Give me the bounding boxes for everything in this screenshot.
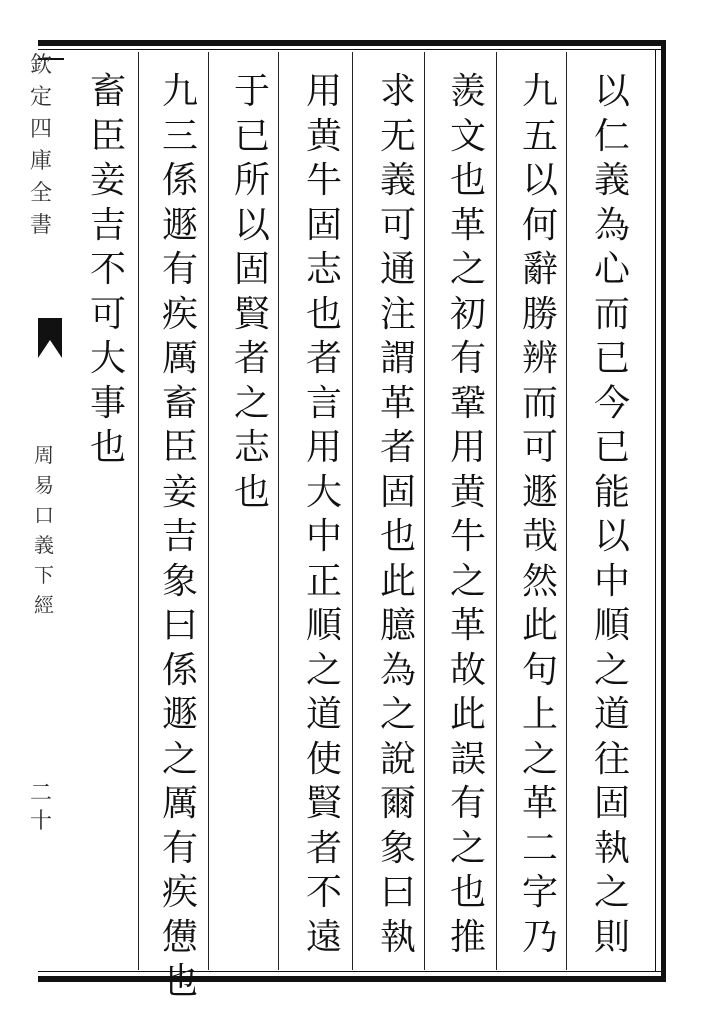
character: 憊 — [161, 916, 198, 958]
character: 經 — [34, 593, 54, 617]
character: 也 — [449, 872, 486, 913]
character: 此 — [379, 560, 416, 602]
character: 而 — [593, 293, 630, 335]
character: 大 — [89, 338, 126, 379]
character: 志 — [305, 249, 342, 290]
character: 黄 — [449, 471, 486, 513]
character: 也 — [233, 471, 270, 513]
character: 而 — [521, 382, 558, 424]
character: 可 — [521, 427, 558, 468]
character: 厲 — [161, 338, 198, 379]
character: 十 — [30, 809, 53, 834]
text-column-6 — [224, 70, 280, 515]
character: 賢 — [305, 783, 342, 824]
character: 執 — [379, 916, 416, 958]
character: 固 — [305, 204, 342, 246]
character: 易 — [34, 473, 54, 497]
column-rule — [496, 52, 497, 970]
character: 革 — [379, 382, 416, 424]
character: 為 — [379, 649, 416, 691]
character: 也 — [379, 516, 416, 557]
character: 何 — [521, 204, 558, 246]
character: 之 — [593, 872, 630, 913]
character: 之 — [449, 827, 486, 869]
character: 辨 — [521, 338, 558, 379]
character: 遯 — [161, 204, 198, 246]
character: 以 — [521, 160, 558, 201]
character: 哉 — [521, 516, 558, 557]
character: 疾 — [161, 872, 198, 913]
character: 謂 — [379, 338, 416, 379]
text-column-4 — [370, 70, 426, 960]
frame-rule-right — [655, 49, 656, 971]
character: 用 — [305, 427, 342, 468]
character: 遠 — [305, 916, 342, 958]
character: 已 — [233, 115, 270, 157]
character: 吉 — [161, 516, 198, 557]
character: 今 — [593, 382, 630, 424]
character: 之 — [593, 649, 630, 691]
character: 可 — [89, 293, 126, 335]
frame-rule-top — [38, 49, 664, 50]
character: 也 — [305, 293, 342, 335]
text-column-5 — [296, 70, 352, 960]
character: 上 — [521, 694, 558, 735]
character: 初 — [449, 293, 486, 335]
character: 順 — [593, 605, 630, 646]
character: 爾 — [379, 783, 416, 824]
character: 固 — [379, 471, 416, 513]
character: 可 — [379, 204, 416, 246]
character: 有 — [161, 827, 198, 869]
character: 正 — [305, 560, 342, 602]
character: 黄 — [305, 115, 342, 157]
character: 志 — [233, 427, 270, 468]
character: 疾 — [161, 293, 198, 335]
character: 大 — [305, 471, 342, 513]
text-column-8 — [80, 70, 136, 471]
character: 臣 — [161, 427, 198, 468]
character: 勝 — [521, 293, 558, 335]
character: 也 — [161, 961, 198, 1002]
text-column-7 — [152, 70, 208, 1005]
column-rule — [352, 52, 353, 970]
character: 乃 — [521, 916, 558, 958]
character: 象 — [379, 827, 416, 869]
character: 固 — [593, 783, 630, 824]
character: 之 — [233, 382, 270, 424]
character: 之 — [521, 738, 558, 780]
character: 牛 — [449, 516, 486, 557]
character: 道 — [593, 694, 630, 735]
column-rule — [208, 52, 209, 970]
character: 句 — [521, 649, 558, 691]
character: 者 — [233, 338, 270, 379]
character: 使 — [305, 738, 342, 780]
character: 此 — [521, 605, 558, 646]
character: 義 — [34, 533, 54, 557]
character: 往 — [593, 738, 630, 780]
character: 誤 — [449, 738, 486, 780]
character: 九 — [161, 71, 198, 112]
character: 心 — [593, 249, 630, 290]
text-column-3 — [440, 70, 496, 960]
character: 以 — [593, 71, 630, 112]
character: 故 — [449, 649, 486, 691]
character: 五 — [521, 115, 558, 157]
character: 固 — [233, 249, 270, 290]
character: 以 — [593, 516, 630, 557]
character: 辭 — [521, 249, 558, 290]
character: 執 — [593, 827, 630, 869]
character: 吉 — [89, 204, 126, 246]
character: 中 — [305, 516, 342, 557]
character: 順 — [305, 605, 342, 646]
volume-title — [34, 440, 54, 620]
character: 言 — [305, 382, 342, 424]
character: 也 — [89, 427, 126, 468]
character: 賢 — [233, 293, 270, 335]
text-column-1 — [584, 70, 640, 960]
character: 下 — [34, 563, 54, 587]
character: 遯 — [161, 694, 198, 735]
character: 不 — [89, 249, 126, 290]
character: 于 — [233, 71, 270, 112]
character: 畜 — [161, 382, 198, 424]
character: 之 — [379, 694, 416, 735]
column-rule — [138, 52, 139, 970]
character: 字 — [521, 872, 558, 913]
character: 牛 — [305, 160, 342, 201]
character: 用 — [449, 427, 486, 468]
character: 有 — [161, 249, 198, 290]
character: 臣 — [89, 115, 126, 157]
book-title — [30, 50, 52, 242]
character: 義 — [379, 160, 416, 201]
character: 然 — [521, 560, 558, 602]
character: 用 — [305, 71, 342, 112]
character: 欽 — [30, 53, 53, 78]
character: 羨 — [449, 71, 486, 112]
character: 者 — [305, 827, 342, 869]
character: 通 — [379, 249, 416, 290]
character: 象 — [161, 560, 198, 602]
character: 遯 — [521, 471, 558, 513]
character: 義 — [593, 160, 630, 201]
character: 定 — [30, 85, 53, 110]
character: 者 — [379, 427, 416, 468]
character: 周 — [34, 443, 54, 467]
character: 无 — [379, 115, 416, 157]
character: 曰 — [379, 872, 416, 913]
character: 口 — [34, 503, 54, 527]
character: 之 — [305, 649, 342, 691]
frame-rule-bottom — [38, 971, 664, 972]
character: 文 — [449, 115, 486, 157]
character: 革 — [449, 204, 486, 246]
character: 九 — [521, 71, 558, 112]
character: 庫 — [30, 149, 53, 174]
character: 四 — [30, 117, 53, 142]
character: 二 — [521, 827, 558, 869]
character: 已 — [593, 338, 630, 379]
text-column-2 — [512, 70, 568, 960]
character: 妾 — [89, 160, 126, 201]
page-number — [30, 780, 52, 836]
character: 此 — [449, 694, 486, 735]
character: 曰 — [161, 605, 198, 646]
character: 係 — [161, 649, 198, 691]
character: 以 — [233, 204, 270, 246]
character: 者 — [305, 338, 342, 379]
character: 已 — [593, 427, 630, 468]
character: 厲 — [161, 783, 198, 824]
character: 之 — [449, 249, 486, 290]
character: 有 — [449, 338, 486, 379]
character: 革 — [521, 783, 558, 824]
character: 之 — [449, 560, 486, 602]
character: 係 — [161, 160, 198, 201]
character: 畜 — [89, 71, 126, 112]
character: 鞏 — [449, 382, 486, 424]
character: 書 — [30, 213, 53, 238]
character: 全 — [30, 181, 53, 206]
character: 所 — [233, 160, 270, 201]
character: 中 — [593, 560, 630, 602]
character: 三 — [161, 115, 198, 157]
character: 二 — [30, 781, 53, 806]
character: 之 — [161, 738, 198, 780]
character: 求 — [379, 71, 416, 112]
character: 能 — [593, 471, 630, 513]
character: 則 — [593, 916, 630, 958]
character: 有 — [449, 783, 486, 824]
character: 注 — [379, 293, 416, 335]
character: 事 — [89, 382, 126, 424]
character: 妾 — [161, 471, 198, 513]
character: 臆 — [379, 605, 416, 646]
character: 為 — [593, 204, 630, 246]
character: 說 — [379, 738, 416, 780]
character: 革 — [449, 605, 486, 646]
character: 不 — [305, 872, 342, 913]
character: 道 — [305, 694, 342, 735]
character: 仁 — [593, 115, 630, 157]
character: 推 — [449, 916, 486, 958]
character: 也 — [449, 160, 486, 201]
